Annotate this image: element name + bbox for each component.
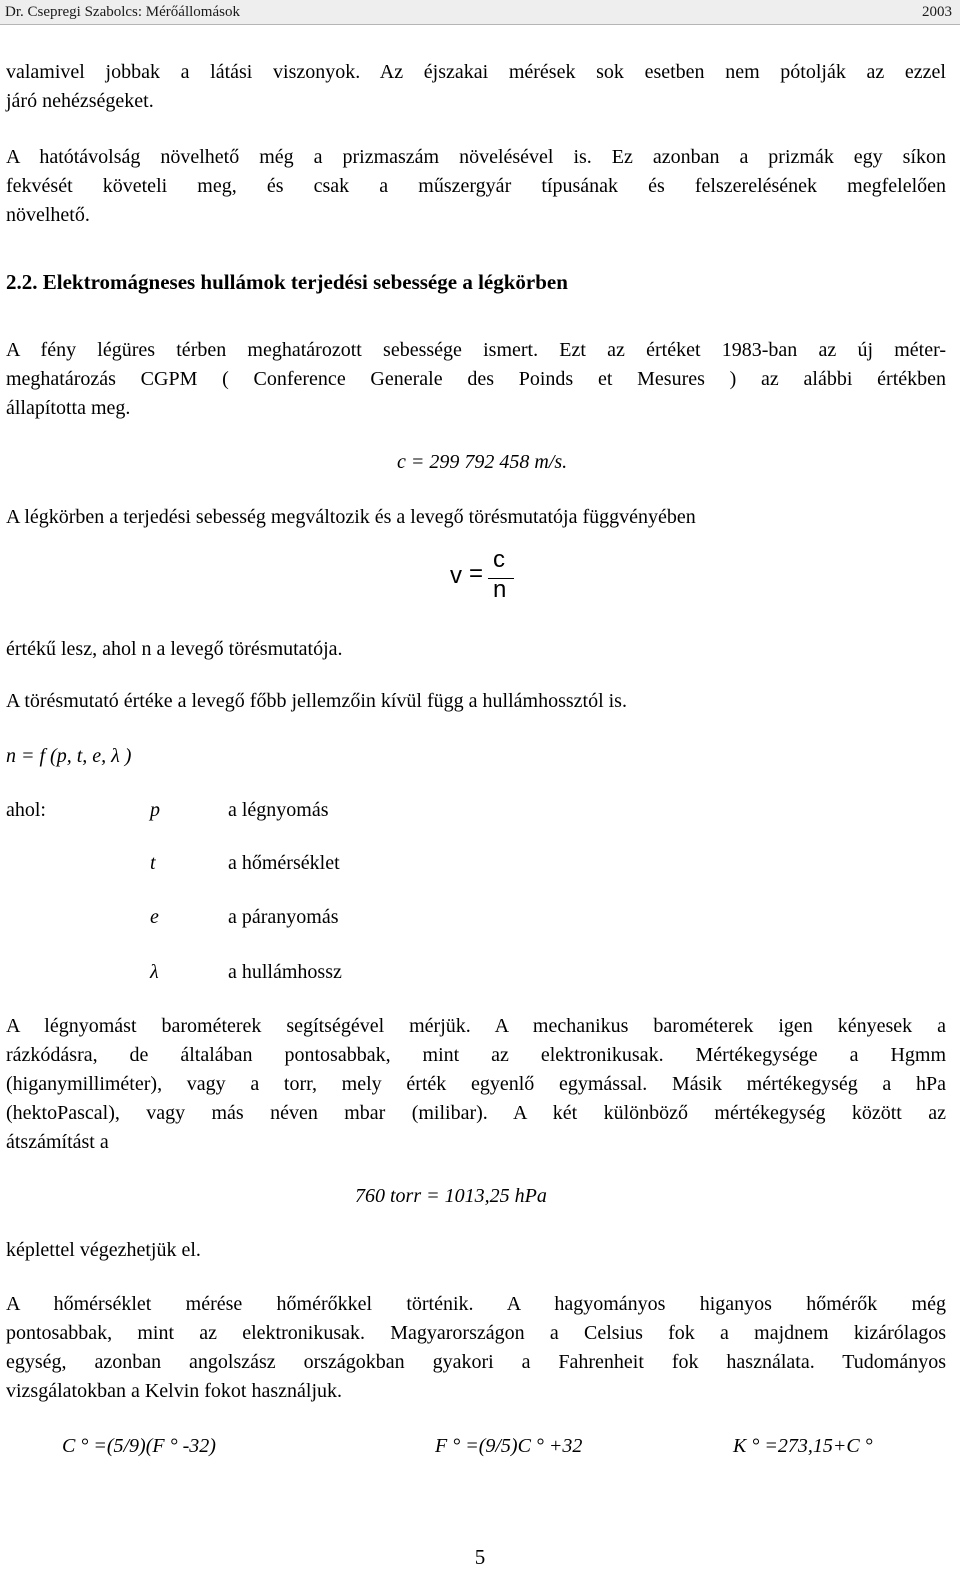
paragraph-line: vizsgálatokban a Kelvin fokot használjuk. bbox=[6, 1380, 343, 1402]
refractive-index-formula: n = f (p, t, e, λ ) bbox=[6, 745, 132, 767]
variable-desc: a légnyomás bbox=[228, 799, 329, 821]
formula-lhs: v bbox=[450, 562, 462, 589]
variable-symbol: p bbox=[150, 799, 160, 821]
paragraph-line: pontosabbak, mint az elektronikusak. Magyarországon a Celsius fok a majdnem kizárólagos bbox=[6, 1322, 946, 1344]
paragraph-line: valamivel jobbak a látási viszonyok. Az éjszakai mérések sok esetben nem pótolják az ezzel bbox=[6, 61, 946, 83]
paragraph-line: képlettel végezhetjük el. bbox=[6, 1239, 201, 1261]
paragraph-line: (higanymilliméter), vagy a torr, mely érték egyenlő egymással. Másik mértékegység a hPa bbox=[6, 1073, 946, 1095]
formula-numerator: c bbox=[493, 546, 505, 573]
variable-desc: a páranyomás bbox=[228, 906, 339, 928]
ahol-label: ahol: bbox=[6, 799, 46, 821]
celsius-formula: C ° =(5/9)(F ° -32) bbox=[62, 1435, 216, 1457]
section-heading: 2.2. Elektromágneses hullámok terjedési sebessége a légkörben bbox=[6, 270, 568, 294]
formula-denominator: n bbox=[493, 576, 507, 603]
variable-desc: a hullámhossz bbox=[228, 961, 342, 983]
variable-desc: a hőmérséklet bbox=[228, 852, 340, 874]
paragraph-line: (hektoPascal), vagy más néven mbar (milibar). A két különböző mértékegység között az bbox=[6, 1102, 946, 1124]
paragraph-line: A hatótávolság növelhető még a prizmaszám növelésével is. Ez azonban a prizmák egy síkon bbox=[6, 146, 946, 168]
speed-of-light-formula: c = 299 792 458 m/s. bbox=[397, 451, 568, 473]
formula-equals: = bbox=[469, 560, 484, 587]
paragraph-line: állapította meg. bbox=[6, 397, 131, 419]
page-header bbox=[0, 0, 960, 25]
kelvin-formula: K ° =273,15+C ° bbox=[733, 1435, 873, 1457]
header-author-title: Dr. Csepregi Szabolcs: Mérőállomások bbox=[5, 4, 240, 20]
variable-symbol: λ bbox=[150, 961, 159, 983]
paragraph-line: A fény légüres térben meghatározott sebessége ismert. Ezt az értéket 1983-ban az új méter- bbox=[6, 339, 946, 361]
paragraph-line: A hőmérséklet mérése hőmérőkkel történik. A hagyományos higanyos hőmérők még bbox=[6, 1293, 946, 1315]
header-year: 2003 bbox=[922, 4, 952, 20]
paragraph-line: rázkódásra, de általában pontosabbak, mint az elektronikusak. Mértékegysége a Hgmm bbox=[6, 1044, 946, 1066]
velocity-formula bbox=[450, 548, 520, 608]
paragraph-line: növelhető. bbox=[6, 204, 90, 226]
paragraph-line: értékű lesz, ahol n a levegő törésmutatója. bbox=[6, 638, 343, 660]
paragraph-line: meghatározás CGPM ( Conference Generale des Poinds et Mesures ) az alábbi értékben bbox=[6, 368, 946, 390]
page-number: 5 bbox=[474, 1545, 486, 1569]
torr-conversion-formula: 760 torr = 1013,25 hPa bbox=[355, 1185, 547, 1207]
paragraph-line: A légnyomást barométerek segítségével mérjük. A mechanikus barométerek igen kényesek a bbox=[6, 1015, 946, 1037]
paragraph-line: fekvését követeli meg, és csak a műszergyár típusának és felszerelésének megfelelően bbox=[6, 175, 946, 197]
paragraph-line: járó nehézségeket. bbox=[6, 90, 154, 112]
paragraph-line: A törésmutató értéke a levegő főbb jellemzőin kívül függ a hullámhossztól is. bbox=[6, 690, 627, 712]
variable-symbol: e bbox=[150, 906, 159, 928]
fahrenheit-formula: F ° =(9/5)C ° +32 bbox=[435, 1435, 583, 1457]
paragraph-line: egység, azonban angolszász országokban gyakori a Fahrenheit fok használata. Tudományos bbox=[6, 1351, 946, 1373]
paragraph-line: A légkörben a terjedési sebesség megváltozik és a levegő törésmutatója függvényében bbox=[6, 506, 696, 528]
paragraph-line: átszámítást a bbox=[6, 1131, 109, 1153]
variable-symbol: t bbox=[150, 852, 156, 874]
